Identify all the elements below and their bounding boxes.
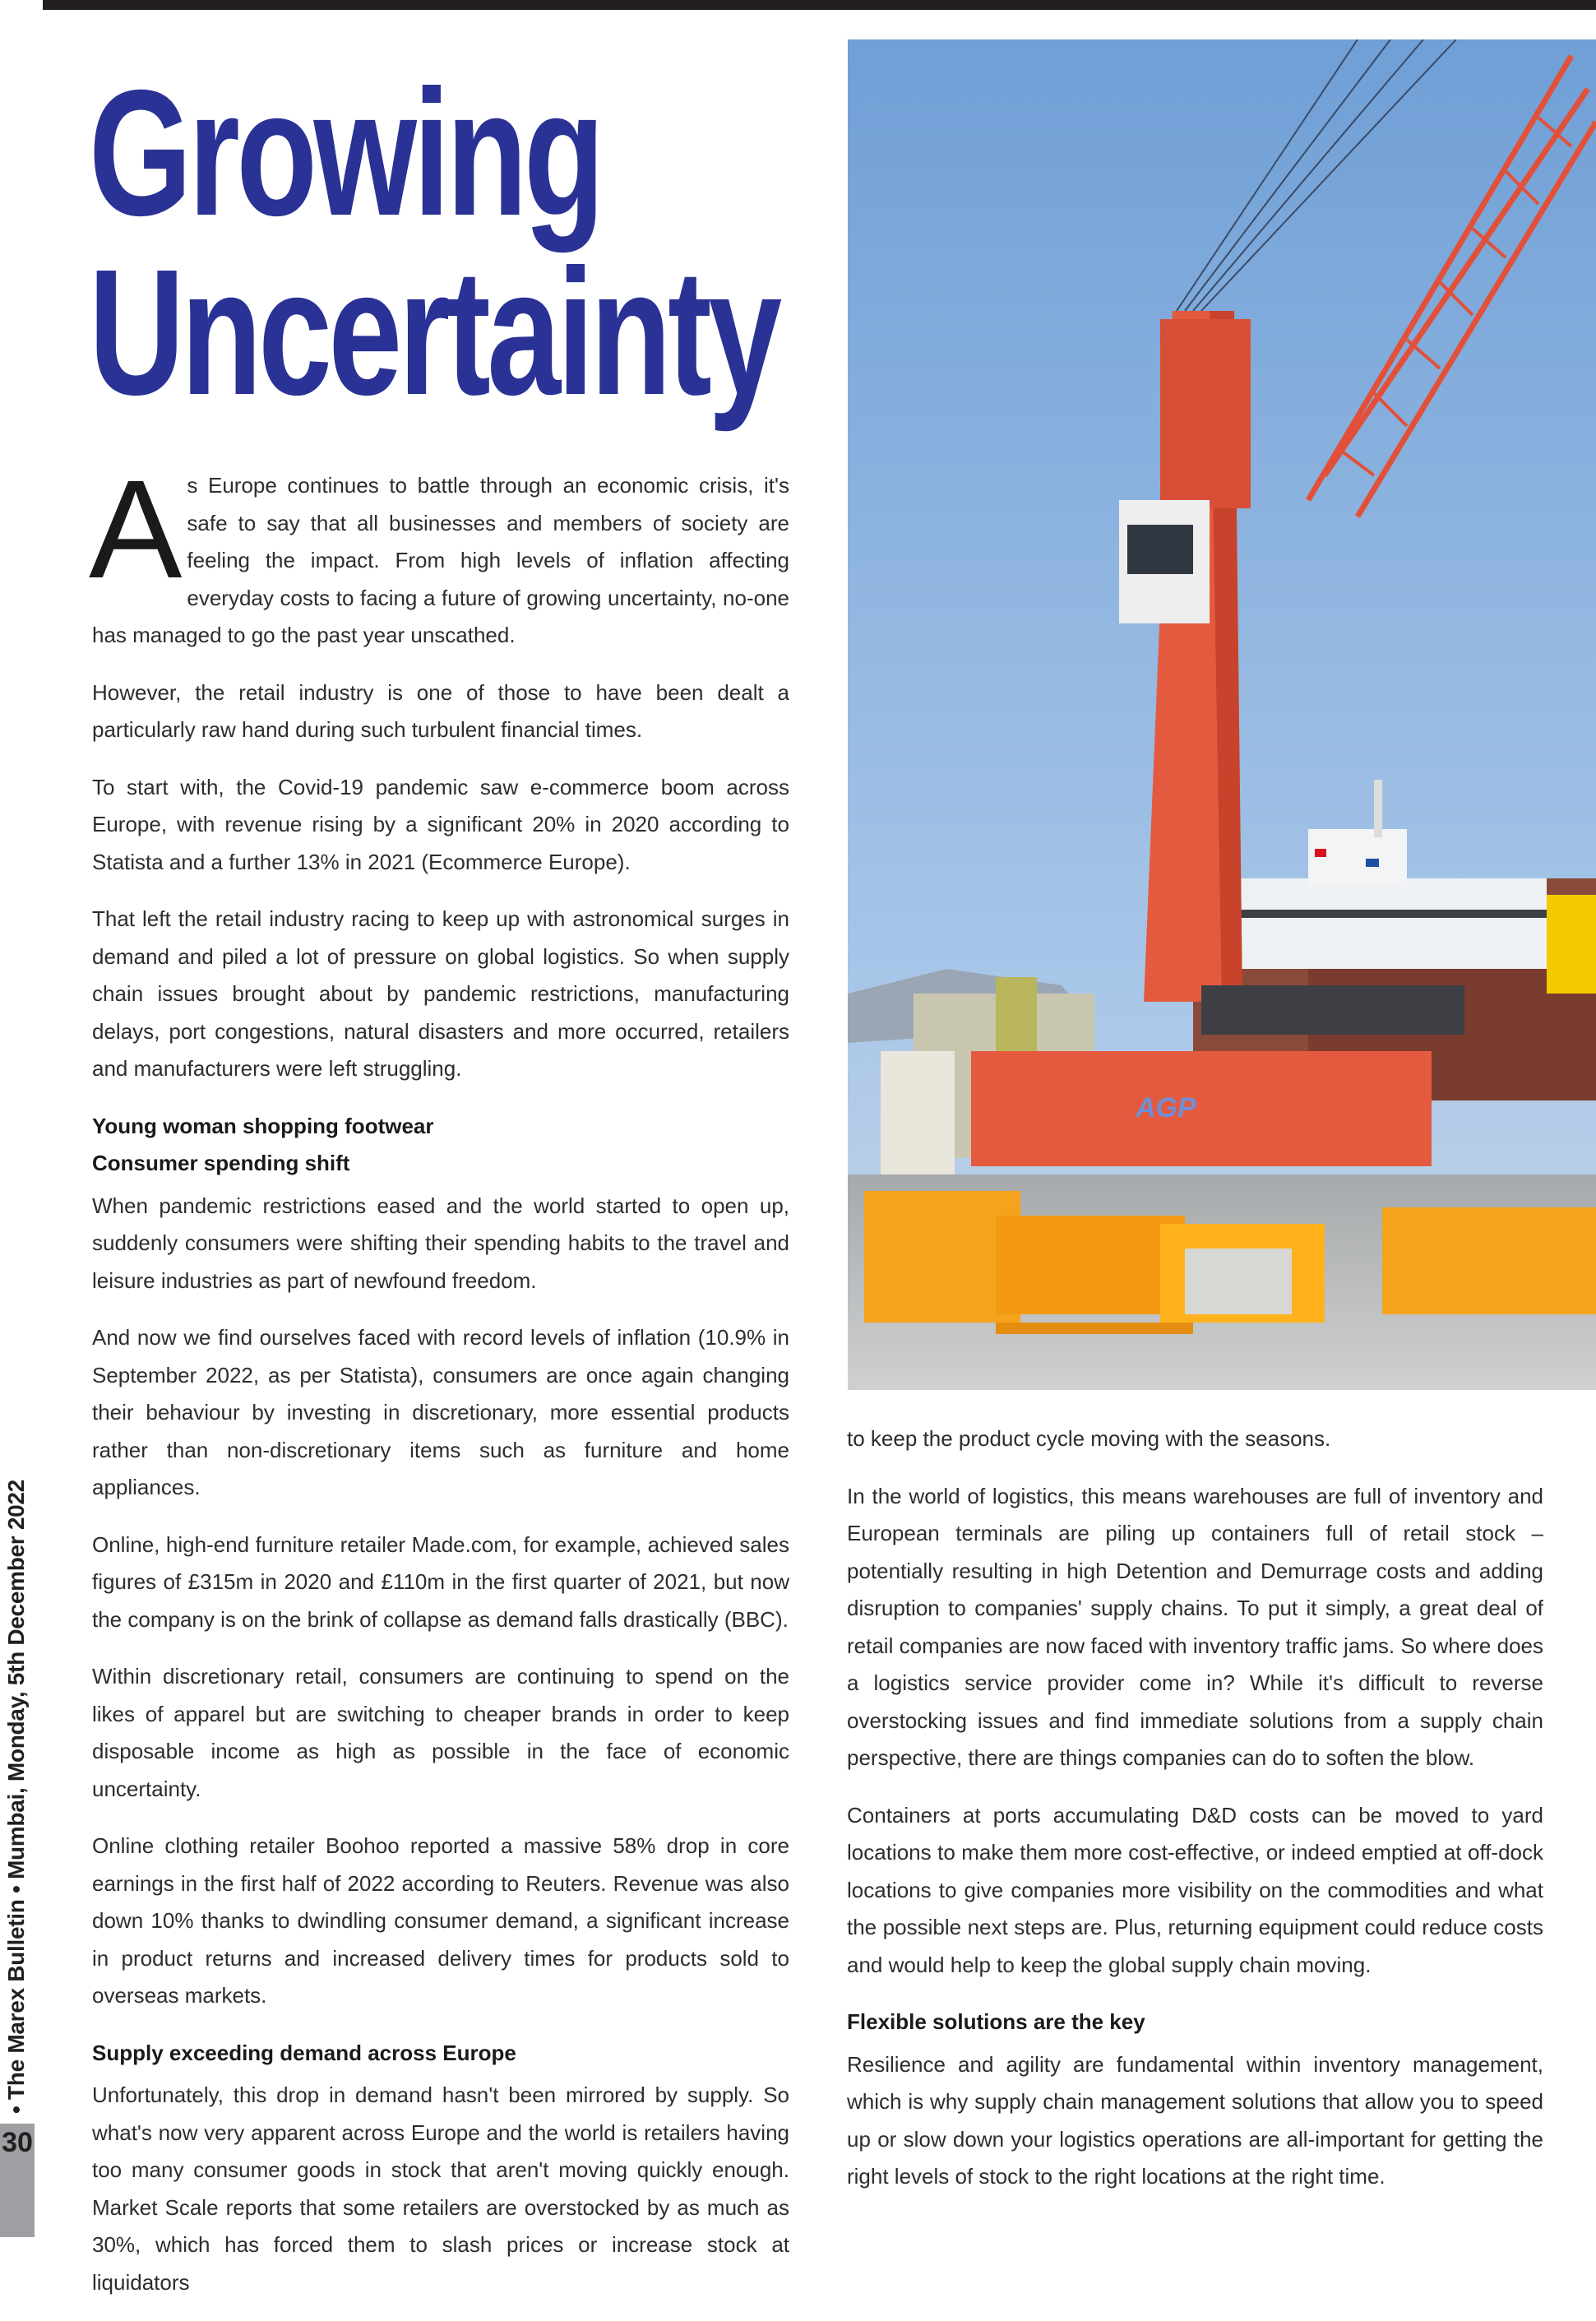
crane-head bbox=[1160, 319, 1251, 508]
paragraph: Online, high-end furniture retailer Made.com, for example, achieved sales figures of £315m in 2020 and £110m in the first quarter of 2021, but now the company is on the brink of collapse as demand falls drastically (BBC). bbox=[92, 1531, 789, 1632]
paragraph: Within discretionary retail, consumers are continuing to spend on the likes of apparel but are switching to cheaper brands in order to keep disposable income as high as possible in the face of economic uncertainty. bbox=[92, 1664, 789, 1801]
yellow-spreader bbox=[996, 1216, 1185, 1314]
running-head: • The Marex Bulletin • Mumbai, Monday, 5th December 2022 bbox=[3, 1480, 29, 2114]
crane-logo: AGP bbox=[1136, 1092, 1196, 1123]
right-column bbox=[847, 1420, 1543, 2216]
yellow-crane-arm bbox=[1547, 895, 1596, 994]
paragraph: to keep the product cycle moving with the seasons. bbox=[847, 1426, 1331, 1451]
paragraph: Resilience and agility are fundamental within inventory management, which is why supply chain management solutions that allow you to speed up or slow down your logistics operations are all-important for getting the right levels of stock to the right locations at the right time. bbox=[847, 2051, 1543, 2189]
flag-spain bbox=[1315, 849, 1326, 857]
paragraph: When pandemic restrictions eased and the world started to open up, suddenly consumers were shifting their spending habits to the travel and leisure industries as part of newfound freedom. bbox=[92, 1193, 789, 1293]
ship-mast bbox=[1374, 780, 1382, 837]
title-line-2: Uncertainty bbox=[89, 233, 779, 433]
page-number: 30 bbox=[2, 2127, 33, 2158]
cabin-window bbox=[1127, 525, 1193, 574]
paragraph: However, the retail industry is one of those to have been dealt a particularly raw hand during such turbulent financial times. bbox=[92, 679, 789, 742]
frame-cutout bbox=[1185, 1249, 1292, 1314]
paragraph: Unfortunately, this drop in demand hasn't been mirrored by supply. So what's now very apparent across Europe and the world is retailers having too many consumer goods in stock that aren't moving quickly enough. Market Scale reports that some retailers are overstocked by as much as 30%, which has forced them to slash prices or increase stock at liquidators bbox=[92, 2082, 789, 2295]
title-line-1: Growing bbox=[89, 53, 602, 253]
flag-eu bbox=[1366, 859, 1379, 867]
paragraph: Containers at ports accumulating D&D costs can be moved to yard locations to make them more cost-effective, or indeed emptied at off-dock locations to give companies more visibility on the commodities and what the possible next steps are. Plus, returning equipment could reduce costs and would help to keep the global supply chain moving. bbox=[847, 1802, 1543, 1977]
paragraph: Online clothing retailer Boohoo reported a massive 58% drop in core earnings in the first half of 2022 according to Reuters. Revenue was also down 10% thanks to dwindling consumer demand, a significant increase in product returns and increased delivery times for products sold to overseas markets. bbox=[92, 1833, 789, 2008]
photo-caption-heading: Young woman shopping footwear bbox=[92, 1113, 434, 1138]
paragraph: In the world of logistics, this means warehouses are full of inventory and European terminals are piling up containers full of retail stock – potentially resulting in high Detention and Demurrage costs and adding disruption to companies' supply chains. To put it simply, a great deal of retail companies are now faced with inventory traffic jams. So where does a logistics service provider come in? While it's difficult to reverse overstocking issues and find immediate solutions from a supply chain perspective, there are things companies can do to soften the blow. bbox=[847, 1483, 1543, 1770]
far-ship bbox=[881, 1051, 955, 1191]
section-heading-supply: Supply exceeding demand across Europe bbox=[92, 2040, 516, 2065]
paragraph: That left the retail industry racing to keep up with astronomical surges in demand and piled a lot of pressure on global logistics. So when supply chain issues brought about by pandemic restrictions, manufacturing delays, port congestions, natural disasters and more occurred, retailers and manufacturers were left struggling. bbox=[92, 906, 789, 1081]
intro-paragraph bbox=[89, 452, 789, 655]
left-column bbox=[89, 452, 789, 2321]
article-title bbox=[89, 53, 779, 433]
yellow-frame-right bbox=[1382, 1207, 1596, 1314]
ship-bridge bbox=[1201, 878, 1547, 969]
top-rule bbox=[43, 0, 1596, 10]
drop-cap: A bbox=[89, 452, 183, 608]
section-heading-flexible: Flexible solutions are the key bbox=[847, 2009, 1145, 2034]
ship-tower bbox=[1308, 829, 1407, 887]
crane-base bbox=[971, 1051, 1432, 1166]
intro-text: s Europe continues to battle through an economic crisis, it's safe to say that all businesses and members of society are feeling the impact. From high levels of inflation affecting everyday costs to facing a future of growing uncertainty, no-one has managed to go the past year unscathed. bbox=[92, 473, 789, 647]
section-heading-consumer: Consumer spending shift bbox=[92, 1151, 350, 1175]
frame-base bbox=[996, 1323, 1193, 1334]
paragraph: To start with, the Covid-19 pandemic saw e-commerce boom across Europe, with revenue rising by a significant 20% in 2020 according to Statista and a further 13% in 2021 (Ecommerce Europe). bbox=[92, 774, 789, 874]
crane-illustration bbox=[848, 39, 1596, 1390]
paragraph: And now we find ourselves faced with record levels of inflation (10.9% in September 2022, as per Statista), consumers are once again changing their behaviour by investing in discretionary, more essential products rather than non-discretionary items such as furniture and home appliances. bbox=[92, 1325, 789, 1499]
crane-counterweight bbox=[1201, 985, 1464, 1035]
port-crane-photo bbox=[848, 39, 1596, 1390]
bridge-windows bbox=[1201, 910, 1547, 918]
